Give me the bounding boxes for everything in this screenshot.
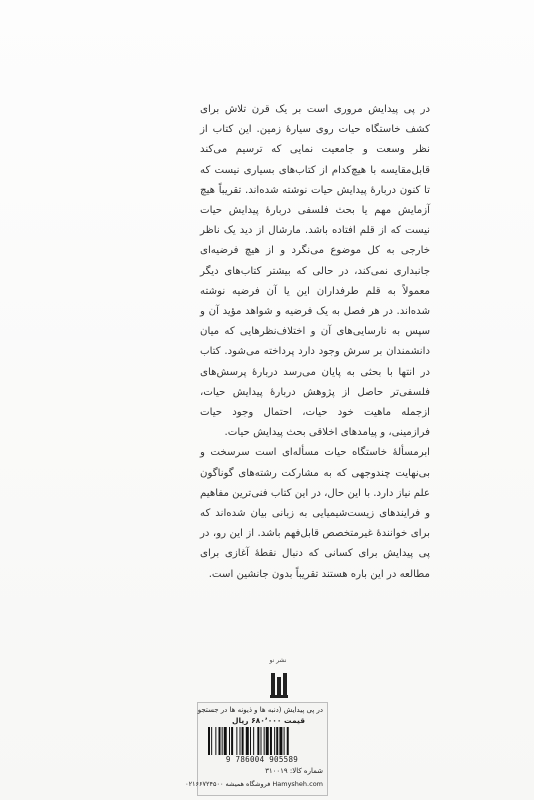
barcode-icon (206, 727, 316, 755)
price-sticker (185, 702, 328, 796)
publisher-name: نشر نو (269, 657, 287, 664)
description-text (200, 100, 430, 585)
description-paragraph: در پی پیدایش مروری است بر یک قرن تلاش برای کشف خاستگاه حیات روی سیارهٔ زمین. این کتاب از نظر وسعت و جامعیت نمایی که ترسیم می‌کند قابل‌مقایسه با هیچ‌کدام از کتاب‌های بسیاری نیست که تا کنون دربارهٔ پیدایش حیات نوشته شده‌اند. تقریباً هیچ آزمایش مهم یا بحث فلسفی دربارهٔ پیدایش حیات نیست که از قلم افتاده باشد. مارشال از دید یک ناظر خارجی به کل موضوع می‌نگرد و از هیچ فرضیه‌ای جانبداری نمی‌کند، در حالی که بیشتر کتاب‌های دیگر معمولاً به قلم طرفداران این یا آن فرضیه نوشته شده‌اند. در هر فصل به یک فرضیه و شواهد مؤید آن و سپس به نارسایی‌های آن و اختلاف‌نظرهایی که میان دانشمندان بر سرش وجود دارد پرداخته می‌شود. کتاب در انتها با بحثی به پایان می‌رسد دربارهٔ پرسش‌های فلسفی‌تر حاصل از پژوهش دربارهٔ پیدایش حیات، ازجمله ماهیت خود حیات، احتمال وجود حیات فرازمینی، و پیامدهای اخلاقی بحث پیدایش حیات. (200, 104, 430, 439)
publisher-logo-icon (268, 670, 290, 700)
sticker-price: قیمت ۶۸۰٬۰۰۰ ریال (232, 716, 305, 725)
barcode-digits: 9 786004 905589 (225, 755, 299, 764)
sticker-shop: Hamysheh.com فروشگاه همیشه ۰۲۱۶۶۷۲۴۵۰۰ (185, 780, 323, 788)
sticker-item-number: شماره کالا: ۳۱۰۰۱۹ (265, 767, 323, 775)
description-paragraph: ابرمسألهٔ خاستگاه حیات مسأله‌ای است سرسخت و بی‌نهایت چندوجهی که به مشارکت رشته‌های گوناگون علم نیاز دارد. با این حال، در این کتاب فنی‌ترین مفاهیم و فرایندهای زیست‌شیمیایی به زبانی بیان شده‌اند که برای خوانندهٔ غیرمتخصص قابل‌فهم باشد. از این رو، در پی پیدایش برای کسانی که دنبال نقطهٔ آغازی برای مطالعه در این باره هستند تقریباً بدون جانشین است. (200, 447, 430, 580)
sticker-title: در پی پیدایش (دنبه ها و ذیونه ها در جستجو (197, 706, 323, 714)
